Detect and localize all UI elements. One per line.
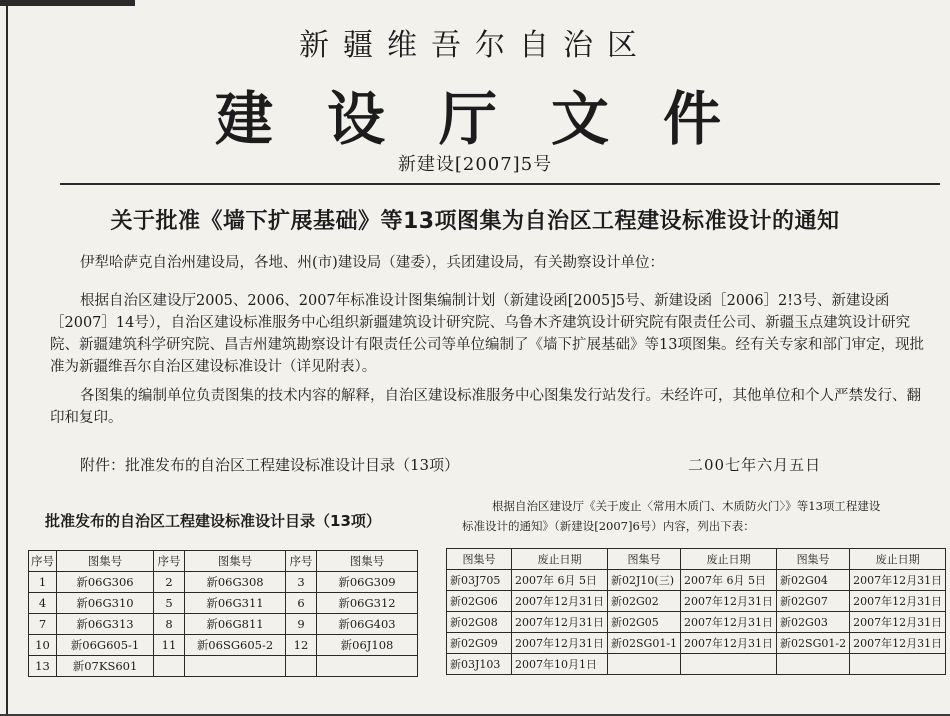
table-cell: 10 <box>29 635 57 656</box>
header-cell: 图集号 <box>777 549 850 570</box>
table-cell: 2007年12月31日 <box>850 612 946 633</box>
table-cell: 新07KS601 <box>57 656 154 677</box>
header-divider <box>60 183 940 185</box>
table-cell: 新06G605-1 <box>57 635 154 656</box>
table-cell: 2007年12月31日 <box>681 591 777 612</box>
table-cell: 新03J103 <box>447 654 512 675</box>
table-cell: 13 <box>29 656 57 677</box>
table-cell: 新03J705 <box>447 570 512 591</box>
table-cell: 新02G04 <box>777 570 850 591</box>
table-row <box>447 591 946 612</box>
table-cell: 2 <box>154 572 185 593</box>
table-cell <box>681 654 777 675</box>
paragraph-2-text: 各图集的编制单位负责图集的技术内容的解释，自治区建设标准服务中心图集发行站发行。未经许可，其他单位和个人严禁发行、翻印和复印。 <box>50 388 921 426</box>
table-cell: 新06G312 <box>317 593 418 614</box>
table-cell: 2007年 6月 5日 <box>681 570 777 591</box>
header-cell: 废止日期 <box>512 549 608 570</box>
catalog-table <box>28 550 418 677</box>
table-cell: 新06G403 <box>317 614 418 635</box>
paragraph-1-text: 根据自治区建设厅2005、2006、2007年标准设计图集编制计划（新建设函[2005]5号、新建设函［2006］2!3号、新建设函［2007］14号），自治区建设标准服务中心组织新疆建筑设计研究院、乌鲁木齐建筑设计研究院有限责任公司、新疆玉点建筑设计研究院、新疆建筑科学研究院、昌吉州建筑勘察设计有限责任公司等单位编制了《墙下扩展基础》等13项图集。经有关专家和部门审定，现批准为新疆维吾尔自治区建设标准设计（详见附表）。 <box>50 293 924 375</box>
header-cell: 废止日期 <box>681 549 777 570</box>
abolished-note-line-2: 标准设计的通知》（新建设[2007]6号）内容，列出下表： <box>462 519 755 533</box>
table-cell: 新02G07 <box>777 591 850 612</box>
table-cell: 新06G308 <box>185 572 286 593</box>
header-cell: 图集号 <box>185 551 286 572</box>
table-row <box>29 593 418 614</box>
table-row <box>29 635 418 656</box>
document-number: 新建设[2007]5号 <box>397 154 553 175</box>
table-cell: 新06G811 <box>185 614 286 635</box>
table-cell: 3 <box>286 572 317 593</box>
table-cell: 9 <box>286 614 317 635</box>
table-cell: 2007年12月31日 <box>681 612 777 633</box>
issuing-region: 新疆维吾尔自治区 <box>299 28 651 63</box>
table-cell: 2007年12月31日 <box>850 633 946 654</box>
header-cell: 图集号 <box>447 549 512 570</box>
document-title: 建设厅文件 <box>214 85 775 153</box>
table-cell: 新02G08 <box>447 612 512 633</box>
table-cell: 新02J10(三) <box>608 570 681 591</box>
table-cell: 6 <box>286 593 317 614</box>
header-cell: 序号 <box>286 551 317 572</box>
table-cell: 2007年12月31日 <box>512 633 608 654</box>
table-cell: 新02SG01-1 <box>608 633 681 654</box>
header-cell: 序号 <box>29 551 57 572</box>
table-cell: 2007年12月31日 <box>850 570 946 591</box>
table-cell <box>185 656 286 677</box>
table-cell: 新06SG605-2 <box>185 635 286 656</box>
table-cell: 新02G02 <box>608 591 681 612</box>
abolished-table <box>446 548 946 675</box>
table-cell: 2007年12月31日 <box>681 633 777 654</box>
table-cell: 12 <box>286 635 317 656</box>
table-cell: 新02SG01-2 <box>777 633 850 654</box>
table-row <box>447 570 946 591</box>
table-cell: 1 <box>29 572 57 593</box>
table-cell <box>317 656 418 677</box>
table-cell: 新02G05 <box>608 612 681 633</box>
issue-date: 二00七年六月五日 <box>688 456 822 474</box>
table-row <box>447 612 946 633</box>
table-cell: 4 <box>29 593 57 614</box>
table-cell <box>286 656 317 677</box>
table-cell: 新02G09 <box>447 633 512 654</box>
table-cell: 新06G310 <box>57 593 154 614</box>
table-cell: 2007年12月31日 <box>512 612 608 633</box>
table-cell: 8 <box>154 614 185 635</box>
notice-paragraph-1 <box>50 290 930 378</box>
catalog-title: 批准发布的自治区工程建设标准设计目录（13项） <box>45 512 381 530</box>
table-row <box>29 614 418 635</box>
table-cell: 7 <box>29 614 57 635</box>
table-cell: 2007年10月1日 <box>512 654 608 675</box>
table-cell: 新06J108 <box>317 635 418 656</box>
table-cell: 新06G306 <box>57 572 154 593</box>
table-cell: 11 <box>154 635 185 656</box>
notice-headline: 关于批准《墙下扩展基础》等13项图集为自治区工程建设标准设计的通知 <box>110 209 840 234</box>
table-cell: 新02G06 <box>447 591 512 612</box>
notice-addressee: 伊犁哈萨克自治州建设局，各地、州(市)建设局（建委），兵团建设局，有关勘察设计单位： <box>80 255 665 271</box>
table-row <box>447 633 946 654</box>
abolished-note <box>462 496 932 536</box>
table-cell: 新02G03 <box>777 612 850 633</box>
table-row <box>447 654 946 675</box>
table-cell: 新06G309 <box>317 572 418 593</box>
table-cell <box>850 654 946 675</box>
notice-paragraph-2 <box>50 385 930 429</box>
table-cell: 2007年12月31日 <box>850 591 946 612</box>
header-cell: 图集号 <box>317 551 418 572</box>
table-cell <box>608 654 681 675</box>
table-header-row <box>29 551 418 572</box>
abolished-note-line-1: 根据自治区建设厅《关于废止〈常用木质门、木质防火门〉》等13项工程建设 <box>492 499 881 513</box>
table-cell: 5 <box>154 593 185 614</box>
table-cell: 新06G313 <box>57 614 154 635</box>
table-row <box>29 656 418 677</box>
table-header-row <box>447 549 946 570</box>
table-cell: 2007年12月31日 <box>512 591 608 612</box>
top-corner-mark <box>0 0 135 6</box>
header-cell: 图集号 <box>57 551 154 572</box>
attachment-line: 附件：批准发布的自治区工程建设标准设计目录（13项） <box>80 456 460 474</box>
header-cell: 序号 <box>154 551 185 572</box>
table-row <box>29 572 418 593</box>
table-cell: 2007年 6月 5日 <box>512 570 608 591</box>
table-cell <box>777 654 850 675</box>
table-cell: 新06G311 <box>185 593 286 614</box>
header-cell: 废止日期 <box>850 549 946 570</box>
table-cell <box>154 656 185 677</box>
header-cell: 图集号 <box>608 549 681 570</box>
